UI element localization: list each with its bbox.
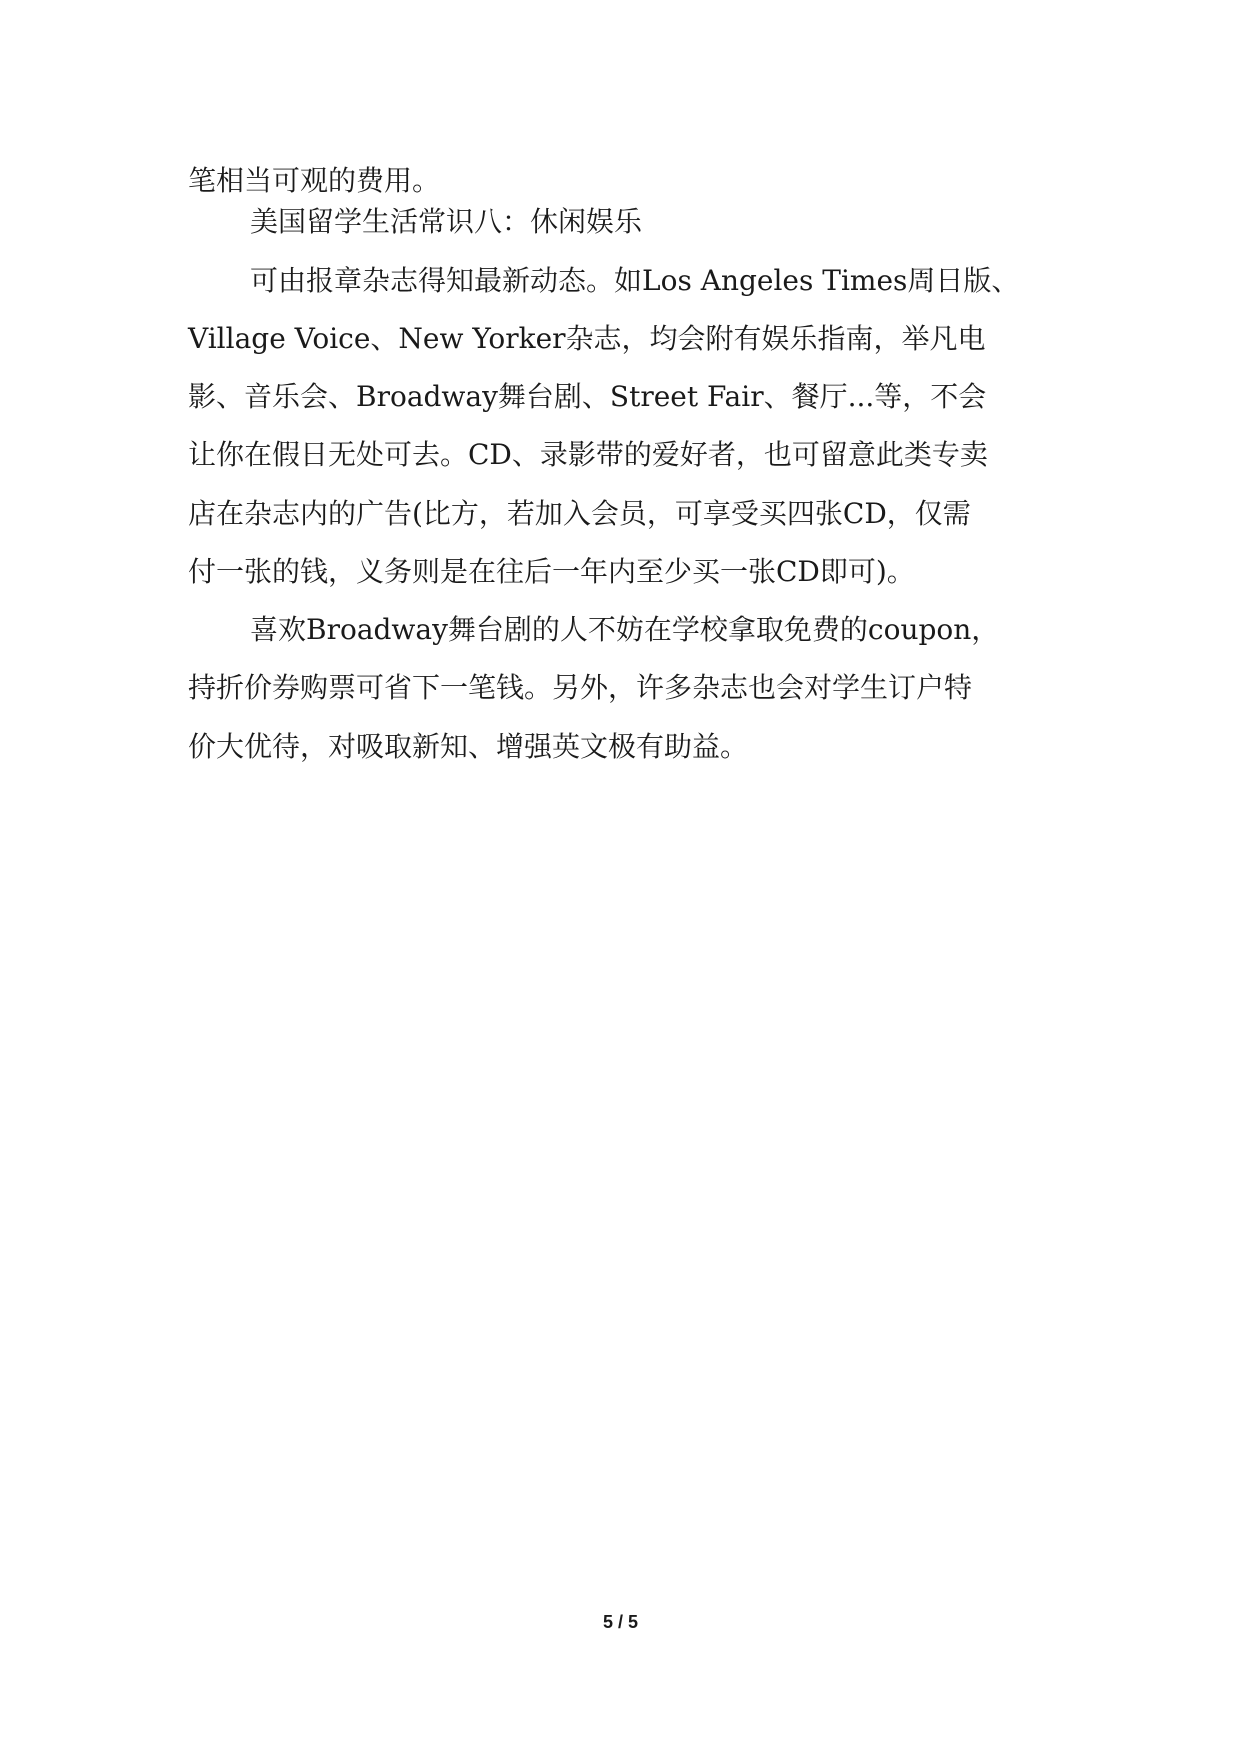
paragraph-line: 笔相当可观的费用。 [188, 164, 441, 197]
paragraph-line: 可由报章杂志得知最新动态。如Los Angeles Times周日版、 [250, 264, 1020, 297]
paragraph-line: 价大优待，对吸取新知、增强英文极有助益。 [188, 730, 749, 763]
paragraph-line: Village Voice、New Yorker杂志，均会附有娱乐指南，举凡电 [188, 322, 986, 355]
page-number: 5 / 5 [602, 1612, 639, 1632]
paragraph-line: 店在杂志内的广告(比方，若加入会员，可享受买四张CD，仅需 [188, 497, 971, 530]
paragraph-line: 持折价券购票可省下一笔钱。另外，许多杂志也会对学生订户特 [188, 671, 973, 704]
section-heading: 美国留学生活常识八：休闲娱乐 [250, 205, 643, 238]
paragraph-line: 喜欢Broadway舞台剧的人不妨在学校拿取免费的coupon， [250, 613, 1000, 646]
paragraph-line: 让你在假日无处可去。CD、录影带的爱好者，也可留意此类专卖 [188, 438, 988, 471]
paragraph-line: 影、音乐会、Broadway舞台剧、Street Fair、餐厅...等，不会 [188, 380, 987, 413]
paragraph-line: 付一张的钱，义务则是在往后一年内至少买一张CD即可)。 [188, 555, 915, 588]
